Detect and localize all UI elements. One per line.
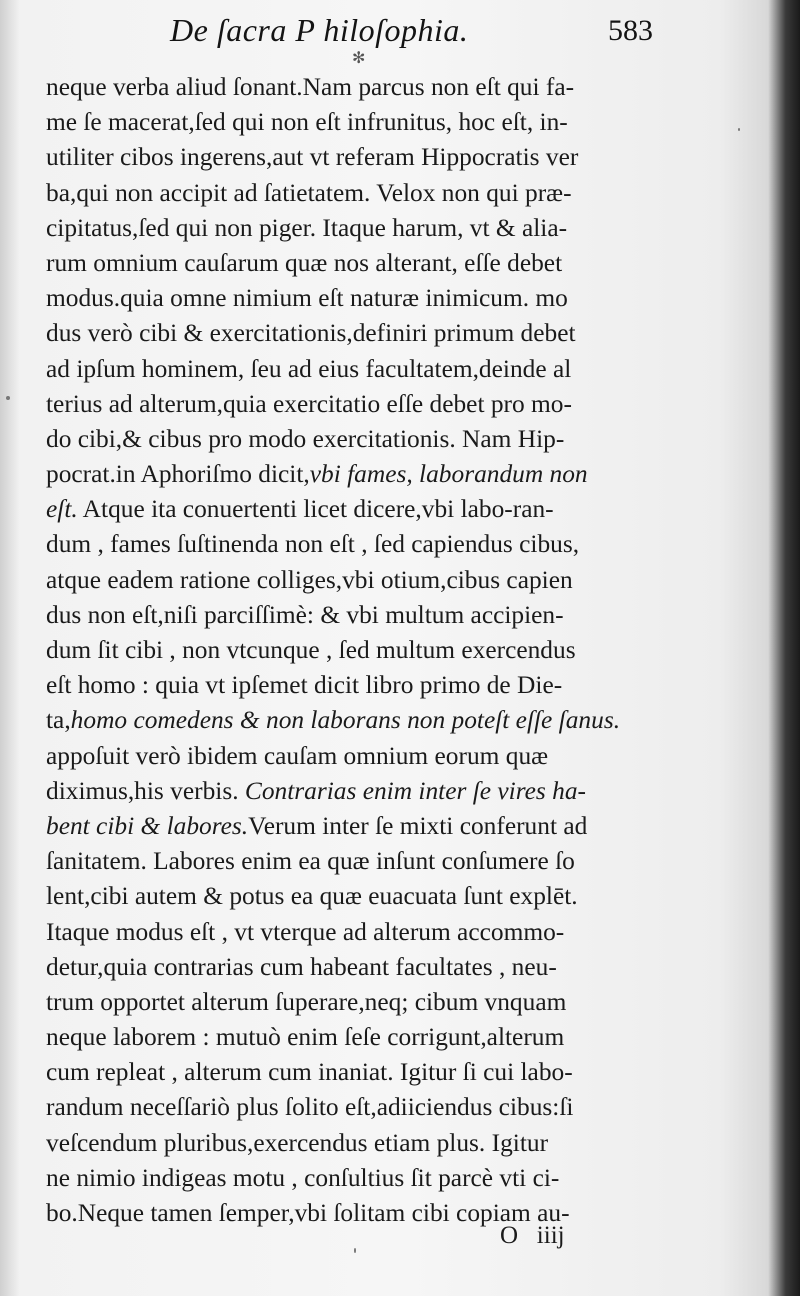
text-line bbox=[46, 176, 686, 211]
gutter-shadow bbox=[0, 0, 20, 1296]
text-run: Verum inter ſe mixti conferunt ad bbox=[248, 811, 588, 840]
text-run: diximus,his verbis. bbox=[46, 776, 245, 805]
text-line bbox=[46, 739, 686, 774]
text-run: Atque ita conuertenti licet dicere,vbi labo-ran- bbox=[77, 495, 554, 524]
text-run: bo.Neque tamen ſemper,vbi ſolitam cibi copiam au- bbox=[46, 1199, 570, 1227]
italic-run: Contrarias enim inter ſe vires ha- bbox=[244, 776, 587, 805]
paper-speck bbox=[354, 1248, 356, 1253]
text-line bbox=[46, 1090, 686, 1125]
text-run: lent,cibi autem & potus ea quæ euacuata ſunt explēt. bbox=[46, 882, 578, 911]
text-line bbox=[46, 457, 686, 492]
text-run: neque verba aliud ſonant.Nam parcus non eſt qui fa- bbox=[46, 73, 575, 101]
text-run: veſcendum pluribus,exercendus etiam plus. Igitur bbox=[46, 1128, 549, 1157]
text-line bbox=[46, 1055, 686, 1090]
text-line bbox=[46, 774, 686, 809]
text-run: dus verò cibi & exercitationis,definiri primum debet bbox=[46, 319, 576, 348]
text-line bbox=[46, 70, 686, 105]
signature-mark: O iiij bbox=[500, 1222, 565, 1249]
text-line bbox=[46, 281, 686, 316]
text-line bbox=[46, 1196, 686, 1231]
italic-run: homo comedens & non laborans non poteſt eſſe ſanus. bbox=[70, 706, 621, 735]
text-run: atque eadem ratione colliges,vbi otium,cibus capien bbox=[46, 565, 573, 594]
text-run: ta, bbox=[46, 706, 71, 735]
text-line bbox=[46, 492, 686, 527]
text-run: ſanitatem. Labores enim ea quæ inſunt conſumere ſo bbox=[46, 847, 575, 876]
text-run: ne nimio indigeas motu , conſultius ſit parcè vti ci- bbox=[46, 1163, 560, 1192]
text-run: dus non eſt,niſi parciſſimè: & vbi multum accipien- bbox=[46, 600, 564, 629]
text-run: cipitatus,ſed qui non piger. Itaque harum, vt & alia- bbox=[46, 213, 568, 242]
text-run: terius ad alterum,quia exercitatio eſſe debet pro mo- bbox=[46, 389, 572, 418]
text-line bbox=[46, 352, 686, 387]
text-run: utiliter cibos ingerens,aut vt referam Hippocratis ver bbox=[46, 143, 579, 172]
body-text bbox=[46, 70, 686, 1231]
text-line bbox=[46, 809, 686, 844]
text-run: dum , fames ſuſtinenda non eſt , ſed capiendus cibus, bbox=[46, 530, 580, 559]
text-run: ba,qui non accipit ad ſatietatem. Velox non qui præ- bbox=[46, 178, 572, 207]
text-run: detur,quia contrarias cum habeant facultates , neu- bbox=[46, 952, 557, 981]
text-line bbox=[46, 703, 686, 738]
paper-speck bbox=[6, 396, 10, 400]
text-run: ad ipſum hominem, ſeu ad eius facultatem,deinde al bbox=[46, 354, 572, 383]
text-line bbox=[46, 105, 686, 140]
text-run: cum repleat , alterum cum inaniat. Igitur ſi cui labo- bbox=[46, 1058, 573, 1087]
text-line bbox=[46, 633, 686, 668]
paper-speck bbox=[738, 128, 740, 131]
italic-run: eſt. bbox=[46, 495, 78, 524]
text-run: modus.quia omne nimium eſt naturæ inimicum. mo bbox=[46, 284, 568, 313]
italic-run: vbi fames, laborandum non bbox=[309, 460, 588, 489]
text-line bbox=[46, 422, 686, 457]
text-line bbox=[46, 1161, 686, 1196]
text-run: do cibi,& cibus pro modo exercitationis. Nam Hip- bbox=[46, 424, 565, 453]
text-line bbox=[46, 844, 686, 879]
text-line bbox=[46, 387, 686, 422]
text-run: pocrat.in Aphoriſmo dicit, bbox=[46, 460, 310, 489]
text-run: dum ſit cibi , non vtcunque , ſed multum exercendus bbox=[46, 636, 576, 664]
text-line bbox=[46, 985, 686, 1020]
text-run: appoſuit verò ibidem cauſam omnium eorum quæ bbox=[46, 741, 549, 770]
text-run: me ſe macerat,ſed qui non eſt infrunitus, hoc eſt, in- bbox=[46, 108, 568, 137]
text-line bbox=[46, 563, 686, 598]
text-line bbox=[46, 316, 686, 351]
text-line bbox=[46, 1126, 686, 1161]
text-line bbox=[46, 879, 686, 914]
text-run: eſt homo : quia vt ipſemet dicit libro primo de Die- bbox=[46, 671, 563, 700]
text-run: rum omnium cauſarum quæ nos alterant, eſſe debet bbox=[46, 248, 563, 277]
running-head: De ſacra P hiloſophia. bbox=[170, 12, 469, 48]
italic-run: bent cibi & labores. bbox=[46, 811, 249, 840]
text-line bbox=[46, 950, 686, 985]
text-line bbox=[46, 211, 686, 246]
text-run: trum opportet alterum ſuperare,neq; cibum vnquam bbox=[46, 987, 567, 1016]
text-line bbox=[46, 668, 686, 703]
text-line bbox=[46, 915, 686, 950]
page-number: 583 bbox=[608, 14, 653, 47]
text-run: Itaque modus eſt , vt vterque ad alterum accommo- bbox=[46, 917, 565, 946]
text-line bbox=[46, 1020, 686, 1055]
text-line bbox=[46, 527, 686, 562]
text-line bbox=[46, 598, 686, 633]
text-run: neque laborem : mutuò enim ſeſe corrigunt,alterum bbox=[46, 1023, 565, 1052]
text-run: randum neceſſariò plus ſolito eſt,adiiciendus cibus:ſi bbox=[46, 1093, 574, 1122]
text-line bbox=[46, 246, 686, 281]
text-line bbox=[46, 140, 686, 175]
ornament-mark: ✻ bbox=[352, 48, 366, 67]
